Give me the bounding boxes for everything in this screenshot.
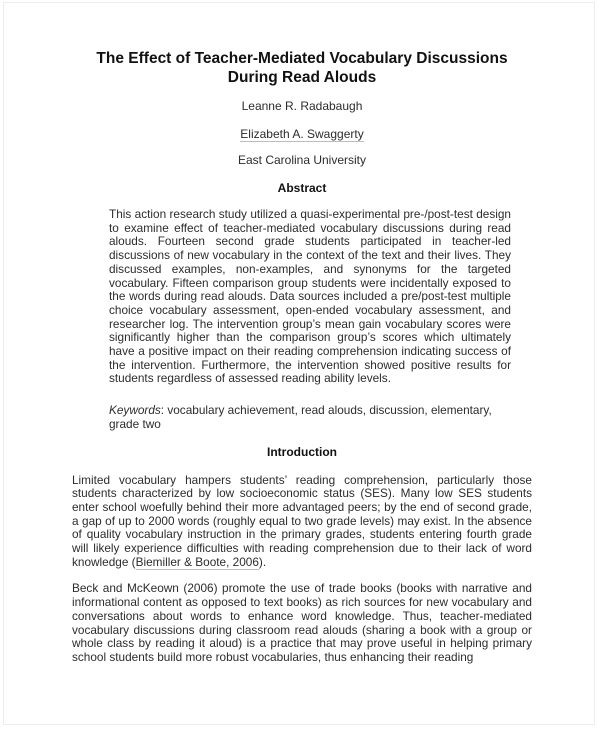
paper-title bbox=[72, 50, 532, 87]
author-link[interactable]: Elizabeth A. Swaggerty bbox=[240, 127, 364, 141]
author-name: Leanne R. Radabaugh bbox=[241, 99, 363, 113]
intro-paragraph-1 bbox=[72, 474, 532, 570]
keywords-label: Keywords bbox=[109, 403, 161, 418]
document-page bbox=[3, 2, 595, 725]
citation-link[interactable]: Biemiller & Boote, 2006 bbox=[135, 554, 259, 569]
affiliation: East Carolina University bbox=[237, 153, 367, 167]
intro-p1-closing: ). bbox=[258, 554, 267, 569]
abstract-paragraph: This action research study utilized a quasi-experimental pre-/post-test design to examine effect of teacher-mediated vocabulary discussions during read alouds. Fourteen second grade students participated in teacher-led discussions of new vocabulary in the context of the text and their lives. They discussed examples, non-examples, and synonyms for the targeted vocabulary. Fifteen comparison group students were incidentally exposed to the words during read alouds. Data sources included a pre/post-test multiple choice vocabulary assessment, open-ended vocabulary assessment, and researcher log. The intervention group’s mean gain vocabulary scores were significantly higher than the comparison group’s scores which ultimately have a positive impact on their reading comprehension indicating success of the intervention. Furthermore, the intervention showed positive results for students regardless of assessed reading ability levels. bbox=[109, 207, 511, 386]
abstract-heading: Abstract bbox=[277, 181, 327, 195]
author-link-line bbox=[72, 127, 532, 141]
paper-title-line1: The Effect of Teacher-Mediated Vocabulary Discussions bbox=[96, 50, 508, 67]
document-content bbox=[4, 50, 594, 665]
intro-p1-text: Limited vocabulary hampers students’ reading comprehension, particularly those students characterized by low socioeconomic status (SES). Many low SES students enter school woefully behind their more advantaged peers; by the end of second grade, a gap of up to 2000 words (roughly equal to two grade levels) may exist. In the absence of quality vocabulary instruction in the primary grades, students entering fourth grade will likely experience difficulties with reading comprehension due to their lack of word knowledge ( bbox=[72, 472, 532, 569]
paper-title-line2: During Read Alouds bbox=[227, 68, 377, 86]
introduction-heading: Introduction bbox=[267, 444, 337, 459]
keywords-text: : vocabulary achievement, read alouds, discussion, elementary, grade two bbox=[109, 403, 492, 431]
keywords-line bbox=[109, 404, 511, 431]
intro-paragraph-2: Beck and McKeown (2006) promote the use of trade books (books with narrative and informational content as opposed to text books) as rich sources for new vocabulary and conversations about words to enhance word knowledge. Thus, teacher-mediated vocabulary discussions during classroom read alouds (sharing a book with a group or whole class by reading it aloud) is a practice that may prove useful in helping primary school students build more robust vocabularies, thus enhancing their reading bbox=[72, 581, 532, 664]
